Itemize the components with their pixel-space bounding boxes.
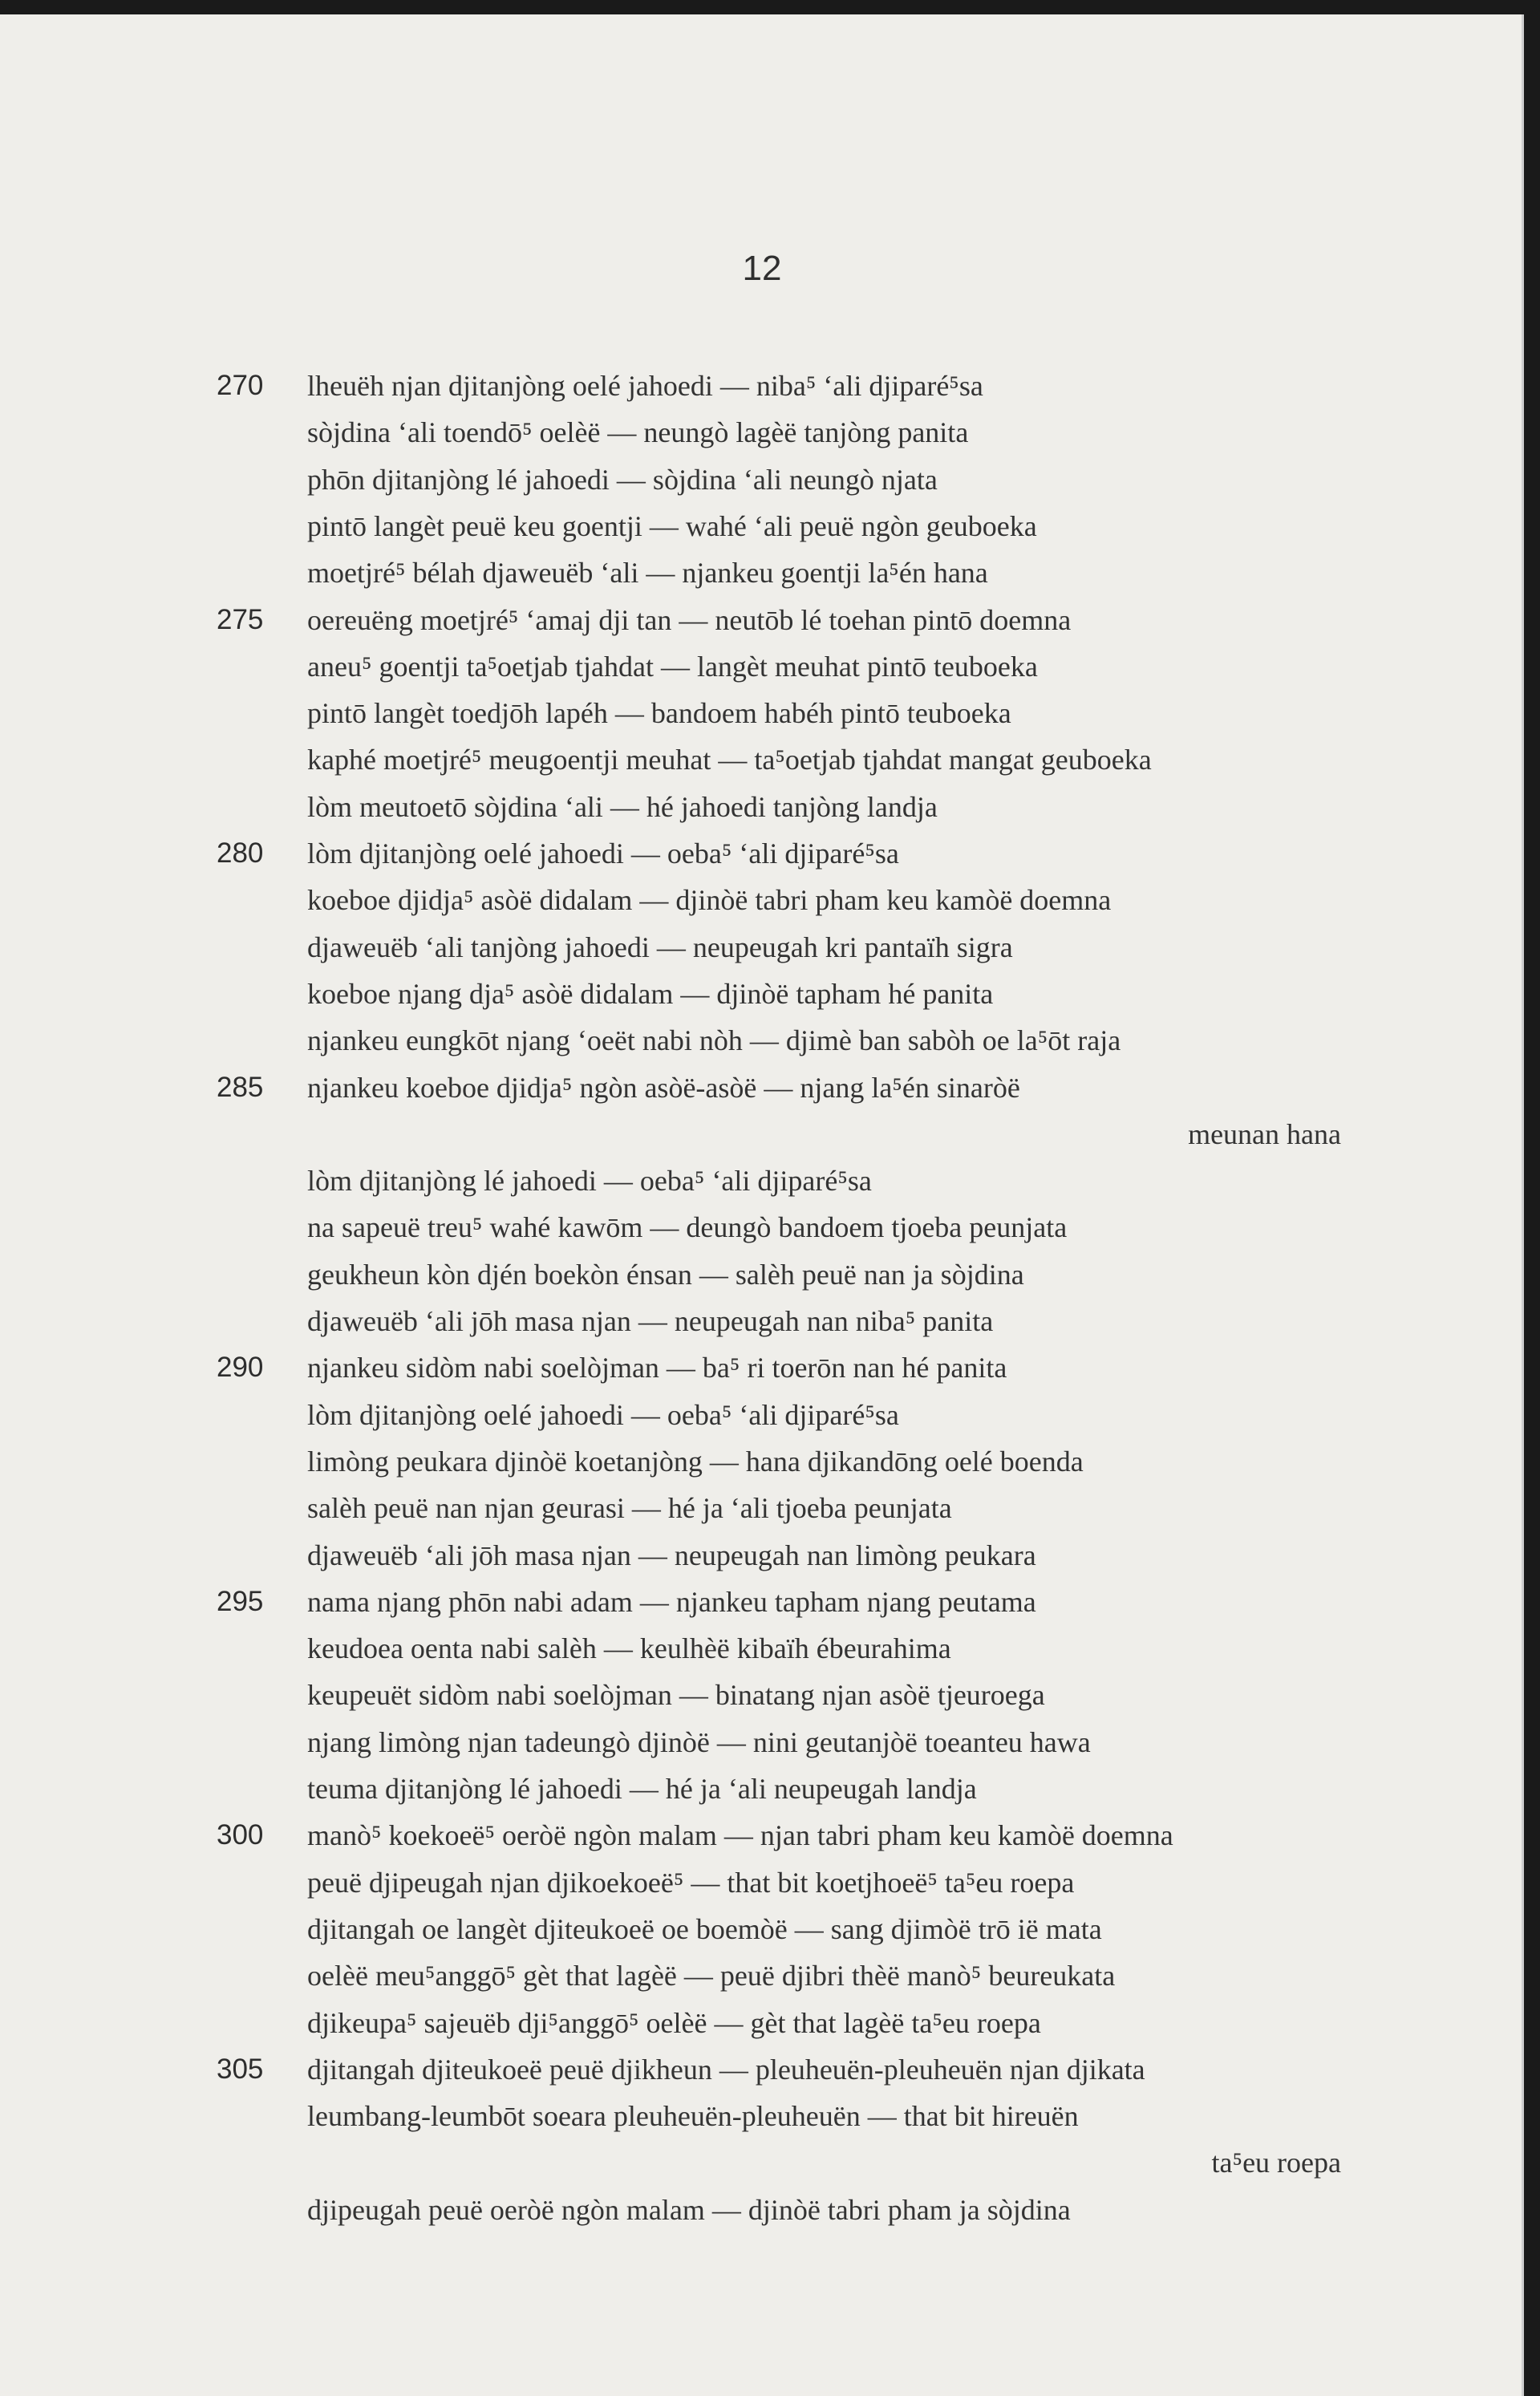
verse-line xyxy=(0,643,1524,690)
verse-text: geukheun kòn djén boekòn énsan — salèh peuë nan ja sòjdina xyxy=(307,1258,1024,1291)
verse-text: djikeupa⁵ sajeuëb dji⁵anggō⁵ oelèë — gèt that lagèë ta⁵eu roepa xyxy=(307,2006,1041,2039)
page-number: 12 xyxy=(742,249,782,288)
verse-text: djaweuëb ‘ali tanjòng jahoedi — neupeugah kri pantaïh sigra xyxy=(307,930,1013,963)
verse-text: moetjré⁵ bélah djaweuëb ‘ali — njankeu goentji la⁵én hana xyxy=(307,557,988,590)
verse-line xyxy=(0,1859,1524,1906)
line-number: 305 xyxy=(217,2053,264,2085)
verse-text: djaweuëb ‘ali jōh masa njan — neupeugah nan limòng peukara xyxy=(307,1539,1036,1571)
verse-line xyxy=(0,1625,1524,1672)
verse-text: koeboe djidja⁵ asòë didalam — djinòë tabri pham keu kamòë doemna xyxy=(307,884,1112,917)
verse-text: sòjdina ‘ali toendō⁵ oelèë — neungò lagèë tanjòng panita xyxy=(307,416,969,449)
verse-line xyxy=(0,2187,1524,2233)
verse-line xyxy=(0,690,1524,736)
verse-line xyxy=(0,1251,1524,1298)
verse-line xyxy=(0,1579,1524,1625)
verse-text: njang limòng njan tadeungò djinòë — nini geutanjòë toeanteu hawa xyxy=(307,1725,1091,1758)
line-number: 275 xyxy=(217,603,264,635)
verse-line xyxy=(0,1017,1524,1064)
verse-text: lòm djitanjòng oelé jahoedi — oeba⁵ ‘ali djiparé⁵sa xyxy=(307,837,899,870)
verse-text: djipeugah peuë oeròë ngòn malam — djinòë tabri pham ja sòjdina xyxy=(307,2193,1071,2226)
verse-text: lòm meutoetō sòjdina ‘ali — hé jahoedi tanjòng landja xyxy=(307,790,938,823)
verse-line xyxy=(0,2046,1524,2093)
verse-line xyxy=(0,1532,1524,1579)
verse-text: keudoea oenta nabi salèh — keulhèë kibaïh ébeurahima xyxy=(307,1632,951,1665)
verse-text: nama njang phōn nabi adam — njankeu tapham njang peutama xyxy=(307,1585,1036,1618)
verse-text: salèh peuë nan njan geurasi — hé ja ‘ali tjoeba peunjata xyxy=(307,1492,952,1525)
verse-line xyxy=(0,830,1524,877)
verse-line xyxy=(0,736,1524,783)
verse-line xyxy=(0,1111,1524,1157)
verse-text: njankeu eungkōt njang ‘oeët nabi nòh — djimè ban sabòh oe la⁵ōt raja xyxy=(307,1024,1121,1057)
verse-text: manò⁵ koekoeë⁵ oeròë ngòn malam — njan tabri pham keu kamòë doemna xyxy=(307,1819,1173,1852)
verse-line xyxy=(0,1812,1524,1859)
verse-line xyxy=(0,549,1524,596)
verse-line xyxy=(0,1438,1524,1485)
verse-line xyxy=(0,1766,1524,1812)
line-number: 290 xyxy=(217,1352,264,1384)
verse-text: pintō langèt toedjōh lapéh — bandoem habéh pintō teuboeka xyxy=(307,697,1011,730)
verse-text: teuma djitanjòng lé jahoedi — hé ja ‘ali neupeugah landja xyxy=(307,1773,977,1805)
verse-text: leumbang-leumbōt soeara pleuheuën-pleuheuën — that bit hireuën xyxy=(307,2100,1079,2133)
verse-line xyxy=(0,1298,1524,1344)
verse-line xyxy=(0,363,1524,409)
verse-text: ta⁵eu roepa xyxy=(1211,2147,1341,2179)
verse-line xyxy=(0,877,1524,923)
verse-text: lòm djitanjòng oelé jahoedi — oeba⁵ ‘ali djiparé⁵sa xyxy=(307,1398,899,1431)
book-page xyxy=(0,14,1524,2396)
verse-line xyxy=(0,409,1524,456)
line-number: 285 xyxy=(217,1071,264,1103)
verse-text: lheuëh njan djitanjòng oelé jahoedi — niba⁵ ‘ali djiparé⁵sa xyxy=(307,370,983,402)
verse-text: meunan hana xyxy=(1188,1117,1341,1150)
verse-line xyxy=(0,1344,1524,1391)
line-number: 280 xyxy=(217,837,264,869)
verse-line xyxy=(0,2000,1524,2046)
verse-text: phōn djitanjòng lé jahoedi — sòjdina ‘ali neungò njata xyxy=(307,463,938,496)
verse-line xyxy=(0,1392,1524,1438)
verse-text: njankeu koeboe djidja⁵ ngòn asòë-asòë — njang la⁵én sinaròë xyxy=(307,1071,1020,1104)
verse-text: kaphé moetjré⁵ meugoentji meuhat — ta⁵oetjab tjahdat mangat geuboeka xyxy=(307,744,1152,776)
verse-line xyxy=(0,1672,1524,1718)
verse-line xyxy=(0,1485,1524,1531)
verse-line xyxy=(0,503,1524,549)
verse-line xyxy=(0,2093,1524,2139)
verse-text: peuë djipeugah njan djikoekoeë⁵ — that bit koetjhoeë⁵ ta⁵eu roepa xyxy=(307,1866,1075,1899)
verse-text: na sapeuë treu⁵ wahé kawōm — deungò bandoem tjoeba peunjata xyxy=(307,1211,1068,1244)
verse-line xyxy=(0,1952,1524,1999)
verse-text: koeboe njang dja⁵ asòë didalam — djinòë tapham hé panita xyxy=(307,977,994,1010)
verse-line xyxy=(0,1064,1524,1111)
verse-line xyxy=(0,784,1524,830)
line-number: 270 xyxy=(217,370,264,401)
verse-text: keupeuët sidòm nabi soelòjman — binatang njan asòë tjeuroega xyxy=(307,1679,1045,1712)
verse-line xyxy=(0,1719,1524,1766)
verse-text: djitangah djiteukoeë peuë djikheun — pleuheuën-pleuheuën njan djikata xyxy=(307,2053,1145,2086)
line-number: 300 xyxy=(217,1819,264,1851)
verse-line xyxy=(0,924,1524,971)
verse-text: oereuëng moetjré⁵ ‘amaj dji tan — neutōb lé toehan pintō doemna xyxy=(307,603,1072,636)
verse-line xyxy=(0,1157,1524,1204)
verse-line xyxy=(0,971,1524,1017)
verse-line xyxy=(0,1204,1524,1251)
verse-text: lòm djitanjòng lé jahoedi — oeba⁵ ‘ali djiparé⁵sa xyxy=(307,1165,872,1198)
verse-text: oelèë meu⁵anggō⁵ gèt that lagèë — peuë djibri thèë manò⁵ beureukata xyxy=(307,1960,1116,1993)
line-number: 295 xyxy=(217,1585,264,1617)
verse-line xyxy=(0,2139,1524,2186)
verse-line xyxy=(0,456,1524,503)
verse-text: djaweuëb ‘ali jōh masa njan — neupeugah nan niba⁵ panita xyxy=(307,1305,994,1337)
verse-text: aneu⁵ goentji ta⁵oetjab tjahdat — langèt meuhat pintō teuboeka xyxy=(307,650,1038,683)
verse-text: djitangah oe langèt djiteukoeë oe boemòë — sang djimòë trō ië mata xyxy=(307,1912,1102,1945)
verse-line xyxy=(0,1906,1524,1952)
verse-line xyxy=(0,597,1524,643)
verse-text: limòng peukara djinòë koetanjòng — hana djikandōng oelé boenda xyxy=(307,1445,1084,1478)
verse-text: pintō langèt peuë keu goentji — wahé ‘ali peuë ngòn geuboeka xyxy=(307,509,1037,542)
verse-text: njankeu sidòm nabi soelòjman — ba⁵ ri toerōn nan hé panita xyxy=(307,1352,1007,1384)
